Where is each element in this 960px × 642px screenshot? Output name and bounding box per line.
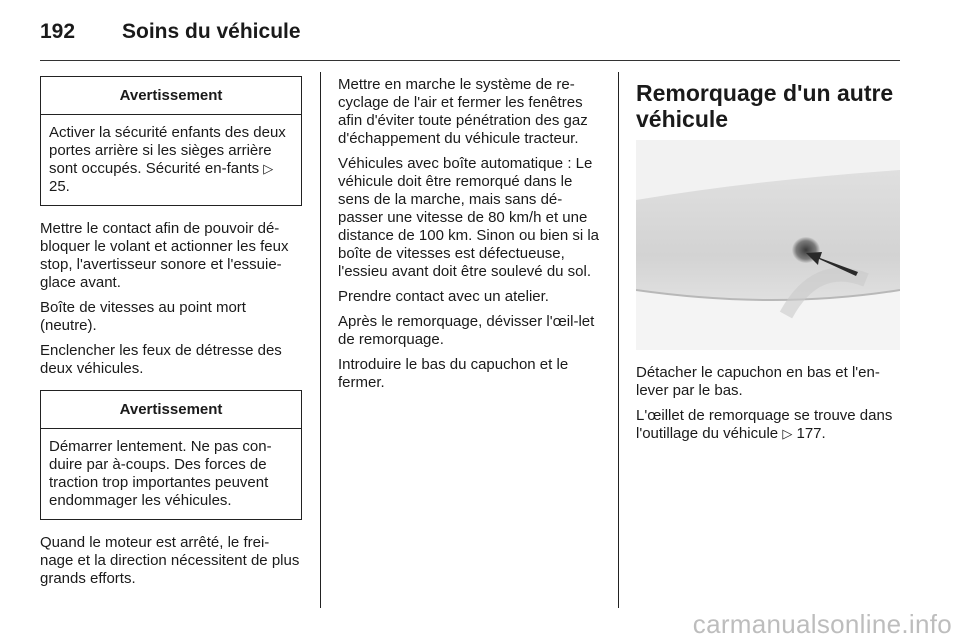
paragraph: Détacher le capuchon en bas et l'en-lever par le bas.: [636, 364, 880, 399]
page-reference: 177.: [796, 425, 826, 442]
page-reference: 25.: [49, 178, 70, 195]
warning-box: [40, 76, 302, 206]
warning-title: Avertissement: [41, 77, 301, 115]
paragraph: Mettre le contact afin de pouvoir dé-bloquer le volant et actionner les feux stop, l'avertisseur sonore et l'essuie-glace avant.: [40, 220, 289, 291]
paragraph-text: L'œillet de remorquage se trouve dans l'outillage du véhicule: [636, 407, 893, 442]
paragraph: Prendre contact avec un atelier.: [338, 288, 549, 305]
column-1: [40, 76, 302, 595]
section-heading: Remorquage d'un autre véhicule: [636, 80, 894, 132]
towing-eye-cover-photo: [636, 140, 900, 350]
column-divider-1: [320, 72, 321, 608]
paragraph: Enclencher les feux de détresse des deux véhicules.: [40, 342, 282, 377]
paragraph: Boîte de vitesses au point mort (neutre).: [40, 299, 246, 334]
warning-text-body: Activer la sécurité enfants des deux portes arrière si les sièges arrière sont occupés. Sécurité en-fants: [49, 124, 286, 177]
paragraph: Mettre en marche le système de re-cyclage de l'air et fermer les fenêtres afin d'éviter toute pénétration des gaz d'échappement du véhicule tracteur.: [338, 76, 588, 147]
watermark: carmanualsonline.info: [692, 609, 952, 639]
paragraph: Quand le moteur est arrêté, le frei-nage et la direction nécessitent de plus grands efforts.: [40, 534, 300, 587]
page-header: [40, 12, 900, 56]
page-reference-arrow-icon: ▷: [263, 161, 274, 176]
warning-box: [40, 390, 302, 520]
warning-text: Démarrer lentement. Ne pas con-duire par à-coups. Des forces de traction trop importantes peuvent endommager les véhicules.: [49, 438, 272, 509]
paragraph: Introduire le bas du capuchon et le fermer.: [338, 356, 569, 391]
column-2: [338, 76, 602, 399]
warning-text: [41, 115, 301, 205]
section-title: Soins du véhicule: [122, 20, 301, 43]
column-divider-2: [618, 72, 619, 608]
paragraph: Après le remorquage, dévisser l'œil-let de remorquage.: [338, 313, 595, 348]
paragraph: [636, 407, 900, 443]
warning-title: Avertissement: [41, 391, 301, 429]
paragraph: Véhicules avec boîte automatique : Le véhicule doit être remorqué dans le sens de la marche, mais sans dé-passer une vitesse de 80 km/h et une distance de 100 km. Sinon ou bien si la boîte de vitesses est défectueuse, l'essieu avant doit être soulevé du sol.: [338, 155, 599, 280]
page-reference-arrow-icon: ▷: [782, 426, 793, 441]
page-number: 192: [40, 20, 76, 43]
column-3: [636, 76, 900, 450]
header-divider: [40, 60, 900, 61]
